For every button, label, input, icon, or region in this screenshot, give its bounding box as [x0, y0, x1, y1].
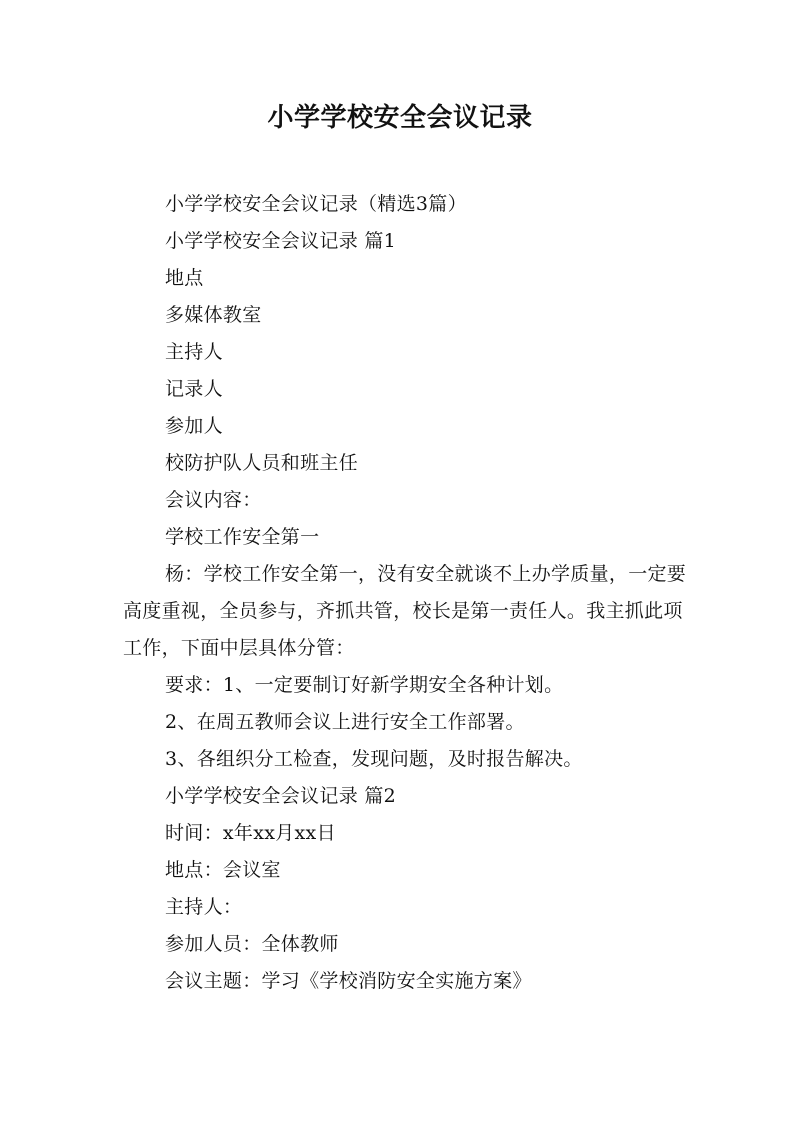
paragraph-requirement-3: 3、各组织分工检查，发现问题，及时报告解决。: [165, 748, 583, 770]
paragraph-attendees-value: 校防护队人员和班主任: [165, 452, 359, 474]
paragraph-topic: 会议主题：学习《学校消防安全实施方案》: [165, 970, 532, 992]
paragraph-time: 时间：x年xx月xx日: [165, 822, 336, 844]
paragraph-content-label: 会议内容：: [165, 489, 262, 511]
paragraph-safety-first: 学校工作安全第一: [165, 526, 320, 548]
paragraph-location-value: 多媒体教室: [165, 304, 262, 326]
paragraph-section-1-heading: 小学学校安全会议记录 篇1: [165, 230, 397, 252]
document-body: [123, 186, 693, 1000]
paragraph-recorder-label: 记录人: [165, 378, 223, 400]
paragraph-host: 主持人：: [165, 896, 243, 918]
paragraph-attendees-label: 参加人: [165, 415, 223, 437]
paragraph-intro: 小学学校安全会议记录（精选3篇）: [165, 193, 467, 215]
paragraph-requirement-2: 2、在周五教师会议上进行安全工作部署。: [165, 711, 525, 733]
paragraph-host-label: 主持人: [165, 341, 223, 363]
paragraph-yang-speech: 杨：学校工作安全第一，没有安全就谈不上办学质量，一定要高度重视，全员参与，齐抓共管，校长是第一责任人。我主抓此项工作，下面中层具体分管：: [123, 563, 687, 659]
paragraph-section-2-heading: 小学学校安全会议记录 篇2: [165, 785, 397, 807]
paragraph-location: 地点：会议室: [165, 859, 281, 881]
paragraph-location-label: 地点: [165, 267, 204, 289]
paragraph-requirement-1: 要求：1、一定要制订好新学期安全各种计划。: [165, 674, 564, 696]
paragraph-attendees: 参加人员：全体教师: [165, 933, 339, 955]
document-title: 小学学校安全会议记录: [267, 103, 533, 133]
